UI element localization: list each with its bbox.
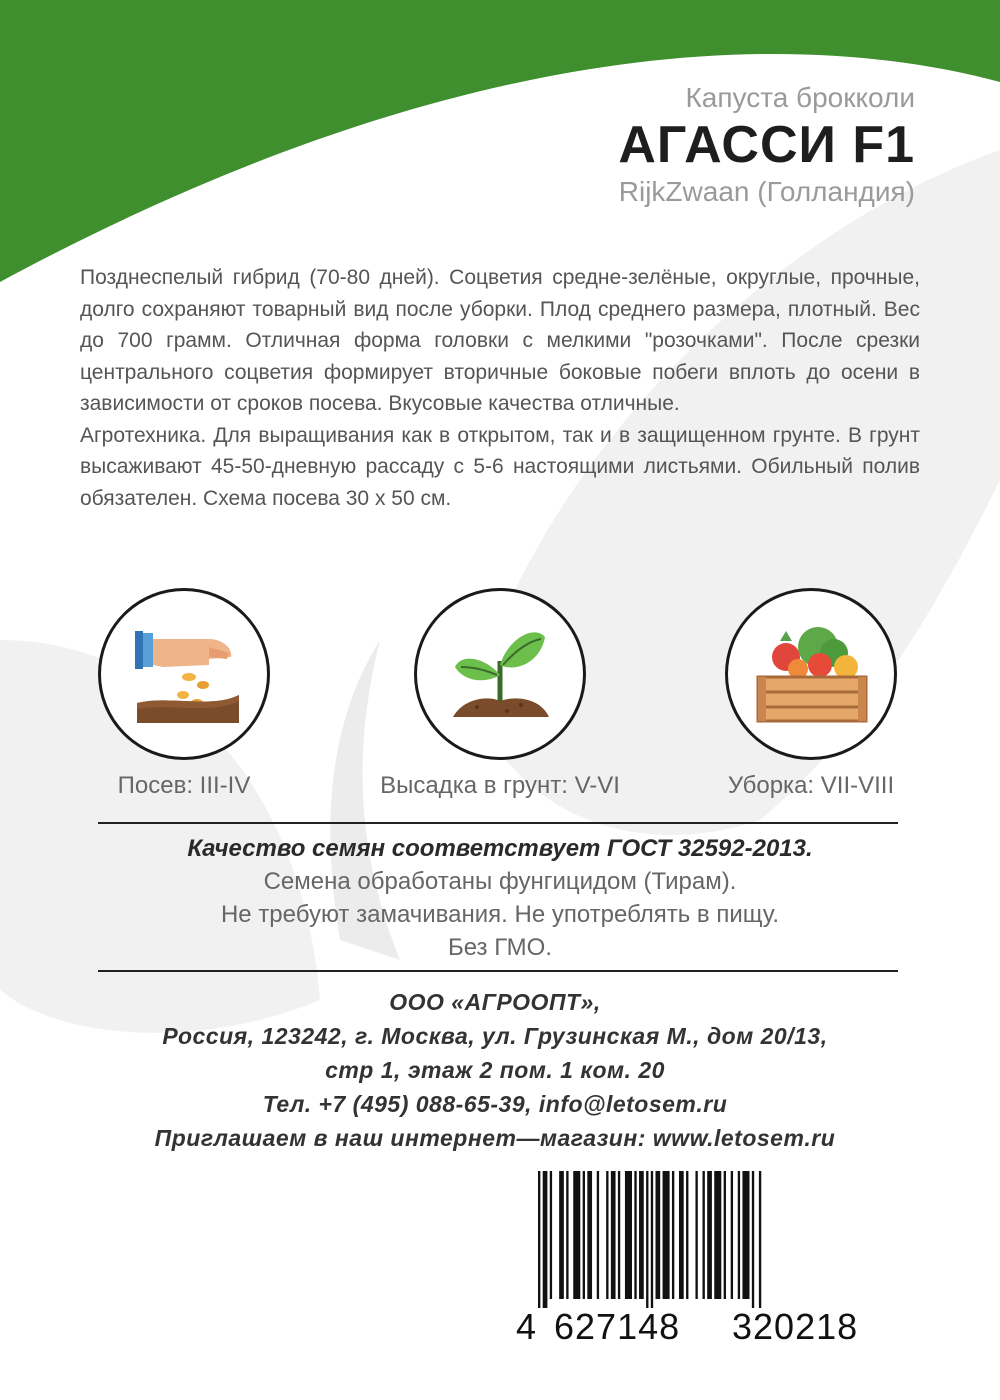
company-info [0,985,990,1155]
divider-top [98,822,898,824]
product-origin: RijkZwaan (Голландия) [618,176,915,207]
transplant-label: Высадка в грунт: V-VI [380,772,620,799]
sowing-hand-icon [98,588,270,760]
barcode [510,1163,870,1363]
description-paragraph: Позднеспелый гибрид (70-80 дней). Соцветия средне-зелёные, округлые, прочные, долго сохраняют товарный вид после уборки. Плод среднего размера, плотный. Вес до 700 грамм. Отличная форма головки с мелкими "розочками". После срезки центрального соцветия формирует вторичные боковые побеги вплоть до осени в зависимости от сроков посева. Вкусовые качества отличные. [80,266,920,415]
barcode-digits-group-2: 320218 [732,1306,859,1347]
company-address-1: Россия, 123242, г. Москва, ул. Грузинская М., дом 20/13, [162,1023,828,1049]
company-address-2: стр 1, этаж 2 пом. 1 ком. 20 [325,1057,665,1083]
product-header [618,80,915,210]
transplant-block [340,588,660,800]
quality-warning: Не требуют замачивания. Не употреблять в пищу. [220,901,780,928]
quality-info [0,832,1000,964]
harvest-block [651,588,971,800]
sowing-label: Посев: III-IV [117,772,251,799]
product-category: Капуста брокколи [685,82,915,113]
quality-treatment: Семена обработаны фунгицидом (Тирам). [263,868,737,895]
agrotech-paragraph: Агротехника. Для выращивания как в открытом, так и в защищенном грунте. В грунт высаживают 45-50-дневную рассаду с 5-6 настоящими листьями. Обильный полив обязателен. Схема посева 30 х 50 см. [80,423,920,510]
harvest-crate-icon [725,588,897,760]
seedling-icon [414,588,586,760]
barcode-bars [510,1163,870,1308]
company-contacts: Тел. +7 (495) 088-65-39, info@letosem.ru [262,1091,728,1117]
harvest-label: Уборка: VII-VIII [727,772,895,799]
barcode-digits-group-1: 627148 [554,1306,681,1347]
company-name: ООО «АГРООПТ», [389,989,601,1015]
quality-gmo: Без ГМО. [447,934,552,961]
calendar-icons [0,588,1000,808]
barcode-digit-first: 4 [516,1306,537,1347]
product-description [80,262,920,514]
quality-standard: Качество семян соответствует ГОСТ 32592-2013. [187,835,813,862]
product-title: АГАССИ F1 [618,116,915,174]
company-shop: Приглашаем в наш интернет—магазин: www.letosem.ru [154,1125,836,1151]
sowing-block [24,588,344,800]
divider-bottom [98,970,898,972]
